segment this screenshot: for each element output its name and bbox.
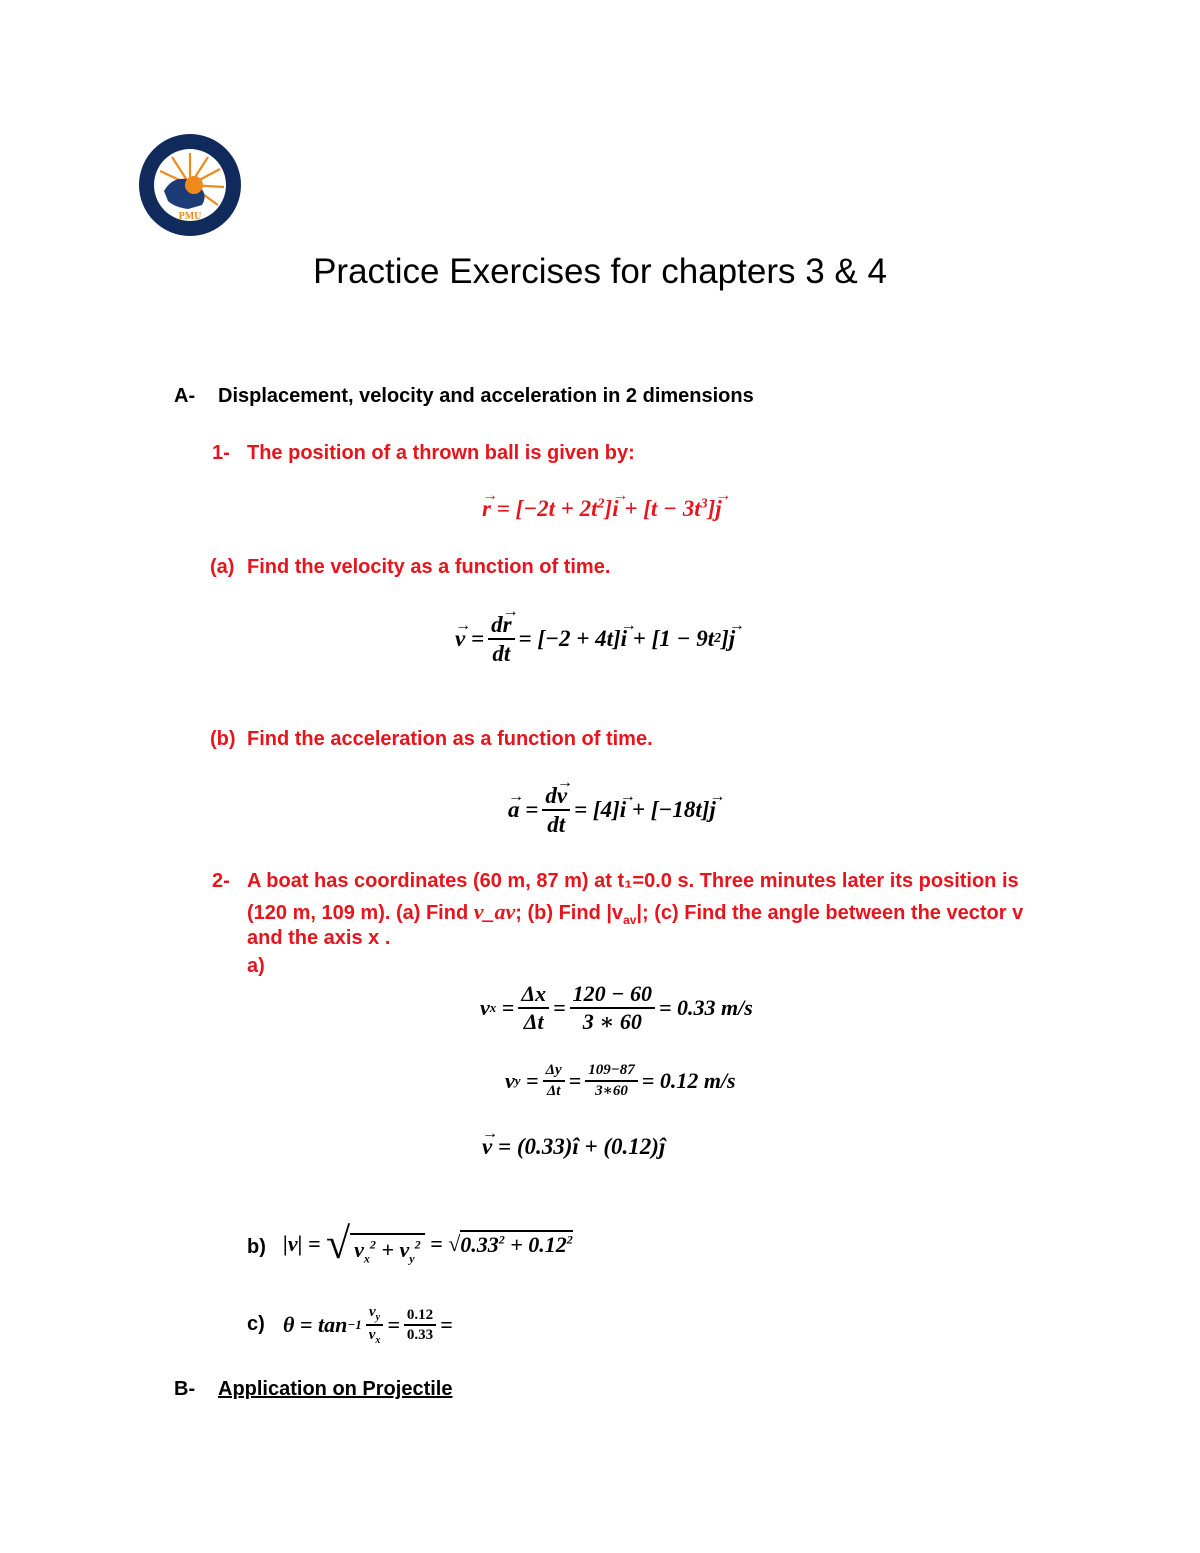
magnitude-equation: |v| = √ $v_x^2 + v_y^2$ = √ $0.33^2 + 0.12^2$	[283, 1219, 573, 1268]
problem2-line2: (120 m, 109 m). (a) Find v_av; (b) Find $|v_{av}|$; (c) Find the angle between the vector v	[247, 899, 1024, 927]
problem2-part-a-label: a)	[247, 955, 265, 977]
university-seal-icon	[138, 133, 242, 237]
part-b-label: (b)	[210, 728, 236, 750]
velocity-equation: → v = $\frac{d\to r}{dt}$ = [−2 + 4t] → i + [1 − 9t 2 ] → j	[455, 612, 735, 667]
university-logo	[138, 133, 242, 237]
problem2-line1: A boat has coordinates (60 m, 87 m) at t₁=0.0 s. Three minutes later its position is	[247, 870, 1019, 892]
page-title: Practice Exercises for chapters 3 & 4	[313, 252, 887, 291]
velocity-vector-equation: → v = (0.33)î + (0.12)ĵ	[482, 1134, 665, 1160]
part-a-question: Find the velocity as a function of time.	[247, 556, 611, 578]
problem1-number: 1-	[212, 442, 230, 464]
problem1-statement: The position of a thrown ball is given by:	[247, 442, 635, 464]
part-a-label: (a)	[210, 556, 235, 578]
problem2-part-b-label: b)	[247, 1236, 266, 1258]
problem2-part-c-label: c)	[247, 1313, 265, 1335]
logo-initials: PMU	[178, 211, 202, 222]
angle-equation: θ = tan −1 $\frac{v_y}{v_x}$ = $\frac{0.12}{0.33}$ =	[283, 1304, 453, 1346]
section-a-marker: A-	[174, 385, 196, 407]
part-b-question: Find the acceleration as a function of time.	[247, 728, 653, 750]
vx-equation: v x = $\frac{\Delta x}{\Delta t}$ = $\frac{120 - 60}{3 ∗ 60}$ = 0.33 m/s	[480, 981, 753, 1035]
problem2-line3: and the axis x .	[247, 927, 391, 949]
position-equation: → $r = [-2t + 2t^2]\to i + [t - 3t^3]\to j$	[482, 496, 722, 522]
acceleration-equation: → a = $\frac{d\to v}{dt}$ = [4] → i + [−18t] → j	[508, 783, 716, 838]
vy-equation: v y = $\frac{\Delta y}{\Delta t}$ = $\frac{109-87}{3∗60}$ = 0.12 m/s	[505, 1062, 736, 1099]
section-b-heading: Application on Projectile	[218, 1378, 453, 1400]
section-a-heading: Displacement, velocity and acceleration in 2 dimensions	[218, 385, 754, 407]
problem2-number: 2-	[212, 870, 230, 892]
section-b-marker: B-	[174, 1378, 196, 1400]
